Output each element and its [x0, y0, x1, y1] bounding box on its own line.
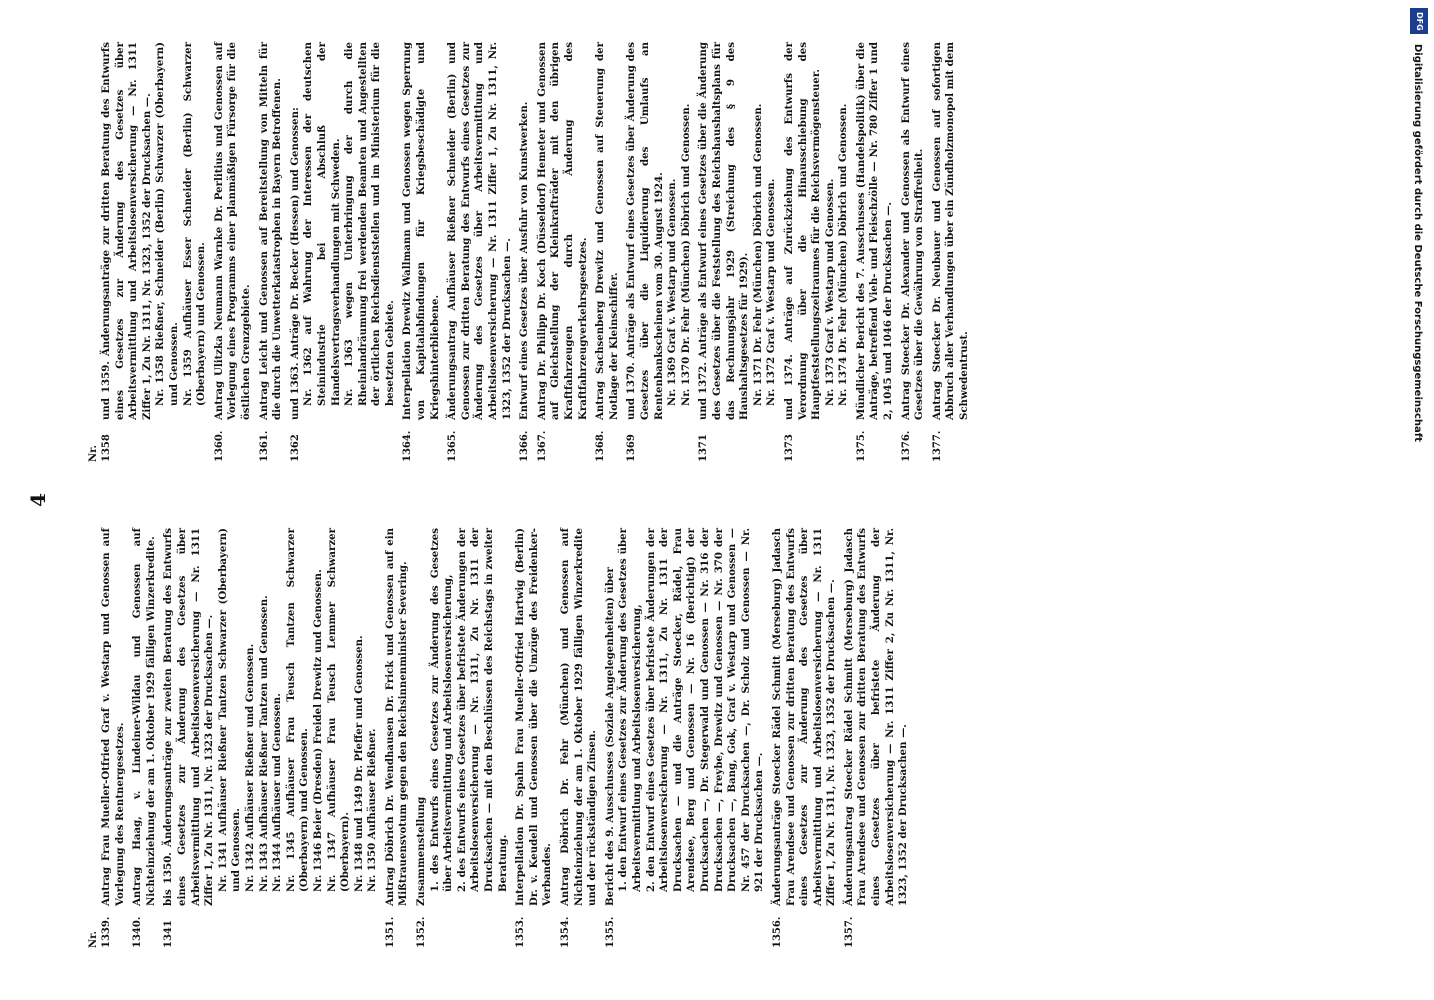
entry-sub-item: Nr. 1344 Aufhäuser und Genossen.: [271, 693, 284, 892]
entry-number: 1341: [163, 920, 175, 948]
entry-number: 1364.: [402, 430, 414, 462]
entry-text-block: [518, 42, 532, 420]
document-entry: [258, 42, 285, 462]
entry-number: 1340.: [132, 916, 144, 948]
entry-text: bis 1350. Änderungsanträge zur zweiten Beratung des Entwurfs eines Gesetzes zur Änderung des Gesetzes über Arbeitsvermittlung und Arbeitslosenversicherung — Nr. 1311 Ziffer 1, Zu Nr. 1311, Nr. 1323 der Drucksachen —.: [162, 528, 216, 906]
document-entry: [843, 528, 911, 948]
document-entry: [289, 42, 398, 462]
document-entry: [514, 528, 555, 948]
entry-text: und 1359. Änderungsanträge zur dritten Beratung des Entwurfs eines Gesetzes zur Änderung des Gesetzes über Arbeitsvermittlung und Arbeitslosenversicherung — Nr. 1311 Ziffer 1, Zu Nr. 1311, Nr. 1323, 1352 der Drucksachen —.: [100, 42, 153, 420]
entry-number: 1360.: [213, 430, 225, 462]
entry-number: 1369: [626, 434, 638, 462]
entry-number: 1377.: [931, 430, 943, 462]
entry-number: 1361.: [258, 430, 270, 462]
entry-sub-item: Nr. 1359 Aufhäuser Esser Schneider (Berlin) Schwarzer (Oberbayern) und Genossen.: [181, 42, 208, 406]
right-column-header: Nr.: [88, 445, 99, 462]
entry-text: Änderungsantrag Stoecker Rädel Schmitt (Merseburg) Jadasch Frau Arendsee und Genossen zur dritten Beratung des Entwurfs eines Gesetzes über befristete Änderung der Arbeitslosenversicherung — Nr. 1311 Ziffer 2, Zu Nr. 1311, Nr. 1323, 1352 der Drucksachen —.: [842, 528, 910, 906]
entry-number: 1354.: [560, 916, 571, 948]
entry-text: Antrag Ulitzka Neumann Warnke Dr. Perlitius und Genossen auf Vorlegung eines Programms einer planmäßigen Fürsorge für die östlichen Grenzgebiete.: [212, 42, 252, 420]
entry-number: 1356.: [771, 916, 783, 948]
entry-sub-item: Nr. 1343 Aufhäuser Rießner Tantzen und Genossen.: [257, 595, 270, 892]
entry-sub-item: Nr. 1348 und 1349 Dr. Pfeffer und Genossen.: [352, 635, 365, 892]
entry-number: 1371: [698, 434, 710, 462]
entry-text-block: [900, 42, 927, 420]
entry-text-block: [415, 528, 510, 906]
entry-number: 1365.: [447, 430, 459, 462]
entry-sub-item: Nr. 1358 Rießner, Schneider (Berlin) Schwarzer (Oberbayern) und Genossen.: [154, 42, 180, 406]
left-column: [100, 528, 915, 948]
entry-text-block: [931, 42, 972, 420]
entry-number: 1376.: [900, 430, 912, 462]
entry-text-block: [258, 42, 285, 420]
entry-number: 1362: [289, 434, 301, 462]
document-entry: [518, 42, 532, 462]
page-number: 4: [26, 493, 50, 507]
entry-text-block: [514, 528, 555, 906]
entry-text-block: [100, 528, 127, 906]
entry-text-block: [855, 42, 896, 420]
entry-number: 1358: [101, 434, 112, 462]
entry-text: Antrag Stoecker Dr. Alexander und Genossen als Entwurf eines Gesetzes über die Gewährung von Straffreiheit.: [899, 42, 926, 420]
entry-sub-item: 2. den Entwurf eines Gesetzes über befristete Änderungen der Arbeitslosenversicherung — Nr. 1311, Zu Nr. 1311 der Drucksachen — und die Anträge Stoecker, Rädel, Frau Arendsee, Berg und Genossen — Nr. 16 (Berichtigt) der Drucksachen —, Dr. Stegerwald und Genossen — Nr. 316 der Drucksachen —, Freybe, Drewitz und Genossen — Nr. 370 der Drucksachen —, Bang, Gok, Graf v. Westarp und Genossen — Nr. 457 der Drucksachen —, Dr. Scholz und Genossen — Nr. 921 der Drucksachen —.: [644, 528, 766, 892]
entry-text-block: [783, 42, 851, 420]
document-entry: [604, 528, 767, 948]
entry-number: 1368.: [595, 430, 607, 462]
entry-sub-item: Nr. 1372 Graf v. Westarp und Genossen.: [765, 178, 778, 406]
entry-text-block: [843, 528, 911, 906]
entry-text-block: [100, 42, 209, 420]
document-entry: [384, 528, 411, 948]
entry-text: Zusammenstellung: [415, 796, 428, 906]
entry-number: 1357.: [843, 916, 855, 948]
entry-sub-item: Nr. 1350 Aufhäuser Rießner.: [366, 728, 379, 892]
entry-text: und 1372. Anträge als Entwurf eines Gesetzes über die Änderung des Gesetzes über die Feststellung des Reichshaushaltsplans für das Rechnungsjahr 1929 (Streichung des § 9 des Haushaltsgesetzes für 1929).: [697, 42, 751, 420]
entry-sub-item: Nr. 1371 Dr. Fehr (München) Döbrich und Genossen.: [751, 103, 764, 406]
entry-text-block: [771, 528, 839, 906]
entry-sub-item: 1. den Entwurf eines Gesetzes zur Änderung des Gesetzes über Arbeitsvermittlung und Arbeitslosenversicherung,: [617, 528, 643, 892]
entry-text-block: [536, 42, 590, 420]
entry-number: 1373: [783, 434, 795, 462]
entry-sub-item: Nr. 1373 Graf v. Westarp und Genossen.: [823, 178, 836, 406]
entry-text-block: [625, 42, 693, 420]
footer-credit-bar: [1408, 8, 1430, 992]
entry-text: Interpellation Drewitz Wallmann und Genossen wegen Sperrung von Kapitalabfindungen für Kriegsbeschädigte und Kriegshinterbliebene.: [401, 42, 441, 420]
document-entry: [213, 42, 254, 462]
dfg-logo: DFG: [1410, 8, 1428, 34]
entry-text-block: [131, 528, 158, 906]
entry-text-block: [559, 528, 600, 906]
entry-sub-item: Nr. 1342 Aufhäuser Rießner und Genossen.: [243, 643, 256, 892]
entry-sub-item: Nr. 1369 Graf v. Westarp und Genossen.: [666, 178, 679, 406]
credit-line: Digitalisierung gefördert durch die Deutsche Forschungsgemeinschaft: [1412, 44, 1423, 442]
document-entry: [415, 528, 510, 948]
entry-sub-item: Nr. 1347 Aufhäuser Frau Teusch Lemmer Schwarzer (Oberbayern).: [325, 528, 352, 892]
entry-text: Antrag Döbrich Dr. Fehr (München) und Genossen auf Nichteinziehung der am 1. Oktober 1929 fälligen Winzerkredite und der rückständigen Zinsen.: [559, 528, 599, 906]
entry-number: 1353.: [515, 916, 527, 948]
entry-sub-item: Nr. 1362 auf Wahrung der Interessen der deutschen Steinindustrie bei Abschluß der Handelsvertragsverhandlungen mit Schweden.: [302, 42, 342, 406]
left-column-header: Nr.: [88, 931, 99, 948]
entry-sub-item: Nr. 1341 Aufhäuser Rießner Tantzen Schwarzer (Oberbayern) und Genossen.: [216, 528, 243, 892]
entry-number: 1352.: [416, 916, 428, 948]
entry-sub-item: 1. des Entwurfs eines Gesetzes zur Änderung des Gesetzes über Arbeitsvermittlung und Arbeitslosenversicherung,: [428, 528, 455, 892]
entry-text: Mündlicher Bericht des 7. Ausschusses (Handelspolitik) über die Anträge, betreffend Vieh- und Fleischzölle — Nr. 780 Ziffer 1 und 2, 1045 und 1046 der Drucksachen —.: [854, 42, 895, 420]
document-entry: [931, 42, 972, 462]
entry-text: und 1374. Anträge auf Zurückziehung des Entwurfs der Verordnung über die Hinausschiebung des Hauptfeststellungszeitraumes für die Reichsvermögensteuer.: [782, 42, 823, 420]
entry-text-block: [401, 42, 442, 420]
entry-text: Antrag Dr. Philipp Dr. Koch (Düsseldorf) Hemeter und Genossen auf Gleichstellung der Kleinkrafträder mit den übrigen Kraftfahrzeugen durch Änderung des Kraftfahrzeugverkehrsgesetzes.: [535, 42, 589, 420]
entry-text: Antrag Stoecker Dr. Neubauer und Genossen auf sofortigen Abbruch aller Verhandlungen über ein Zündholzmonopol mit dem Schwedentrust.: [930, 42, 971, 420]
entry-text-block: [213, 42, 254, 420]
document-entry: [900, 42, 927, 462]
document-entry: [559, 528, 600, 948]
entry-number: 1355.: [604, 916, 616, 948]
entry-text: Antrag Haag, v. Lindeiner-Wildau und Genossen auf Nichteinziehung der am 1. Oktober 1929 fälligen Winzerkredite.: [131, 528, 157, 906]
document-entry: [625, 42, 693, 462]
document-entry: [162, 528, 380, 948]
entry-text-block: [697, 42, 779, 420]
entry-text-block: [384, 528, 411, 906]
entry-text: und 1363. Anträge Dr. Becker (Hessen) und Genossen:: [288, 107, 301, 420]
entry-text: Antrag Frau Mueller-Otfried Graf v. Westarp und Genossen auf Vorlegung des Rentnergesetzes.: [100, 528, 126, 906]
right-column: [100, 42, 976, 462]
document-entry: [131, 528, 158, 948]
entry-text: Antrag Sachsenberg Drewitz und Genossen auf Steuerung der Notlage der Kleinschiffer.: [594, 42, 620, 420]
entry-sub-item: Nr. 1363 wegen Unterbringung der durch die Rheinlandräumung frei werdenden Beamten und Angestellten der örtlichen Reichsdienststellen und im Ministerium für die besetzten Gebiete.: [343, 42, 396, 406]
entry-number: 1375.: [855, 430, 867, 462]
entry-number: 1339.: [101, 916, 112, 948]
entry-sub-item: Nr. 1346 Beier (Dresden) Freidel Drewitz und Genossen.: [311, 569, 324, 892]
entry-number: 1351.: [384, 916, 396, 948]
entry-text: Entwurf eines Gesetzes über Ausfuhr von Kunstwerken.: [518, 101, 531, 420]
document-entry: [697, 42, 779, 462]
entry-sub-item: Nr. 1370 Dr. Fehr (München) Döbrich und Genossen.: [679, 103, 692, 406]
entry-text-block: [162, 528, 380, 906]
document-entry: [783, 42, 851, 462]
document-entry: [536, 42, 590, 462]
entry-text: Änderungsantrag Aufhäuser Rießner Schneider (Berlin) und Genossen zur dritten Beratung des Entwurfs eines Gesetzes zur Änderung des Gesetzes über Arbeitsvermittlung und Arbeitslosenversicherung — Nr. 1311 Ziffer 1, Zu Nr. 1311, Nr. 1323, 1352 der Drucksachen —.: [446, 42, 513, 420]
entry-text: Antrag Döbrich Dr. Wendhausen Dr. Frick und Genossen auf ein Mißtrauensvotum gegen den Reichsinnenminister Severing.: [383, 528, 410, 906]
entry-text: Bericht des 9. Ausschusses (Soziale Angelegenheiten) über: [603, 567, 616, 906]
entry-sub-item: Nr. 1374 Dr. Fehr (München) Döbrich und Genossen.: [837, 103, 850, 406]
entry-sub-item: Nr. 1345 Aufhäuser Frau Teusch Tantzen Schwarzer (Oberbayern) und Genossen.: [284, 528, 311, 892]
document-entry: [401, 42, 442, 462]
document-entry: [855, 42, 896, 462]
entry-text-block: [604, 528, 767, 906]
entry-text-block: [289, 42, 398, 420]
document-entry: [446, 42, 514, 462]
document-entry: [100, 528, 127, 948]
document-entry: [771, 528, 839, 948]
document-entry: [594, 42, 621, 462]
entry-sub-item: 2. des Entwurfs eines Gesetzes über befristete Änderungen der Arbeitslosenversicherung — Nr. 1311, Zu Nr. 1311 der Drucksachen — mit den Beschlüssen des Reichstags in zweiter Beratung.: [455, 528, 509, 892]
entry-text: und 1370. Anträge als Entwurf eines Gesetzes über Änderung des Gesetzes über die Liquidierung des Umlaufs an Rentenbankscheinen vom 30. August 1924.: [625, 42, 665, 420]
entry-text-block: [446, 42, 514, 420]
entry-text: Änderungsanträge Stoecker Rädel Schmitt (Merseburg) Jadasch Frau Arendsee und Genossen zur dritten Beratung des Entwurfs eines Gesetzes zur Änderung des Gesetzes über Arbeitsvermittlung und Arbeitslosenversicherung — Nr. 1311 Ziffer 1, Zu Nr. 1311, Nr. 1323, 1352 der Drucksachen —.: [770, 528, 838, 906]
entry-number: 1367.: [536, 430, 548, 462]
entry-text-block: [594, 42, 621, 420]
entry-number: 1366.: [519, 430, 531, 462]
document-entry: [100, 42, 209, 462]
entry-text: Antrag Leicht und Genossen auf Bereitstellung von Mitteln für die durch die Unwetterkatastrophen in Bayern Betroffenen.: [257, 42, 284, 420]
entry-text: Interpellation Dr. Spahn Frau Mueller-Otfried Hartwig (Berlin) Dr. v. Keudell und Genossen über die Umzüge des Freidenker-Verbandes.: [514, 528, 554, 906]
